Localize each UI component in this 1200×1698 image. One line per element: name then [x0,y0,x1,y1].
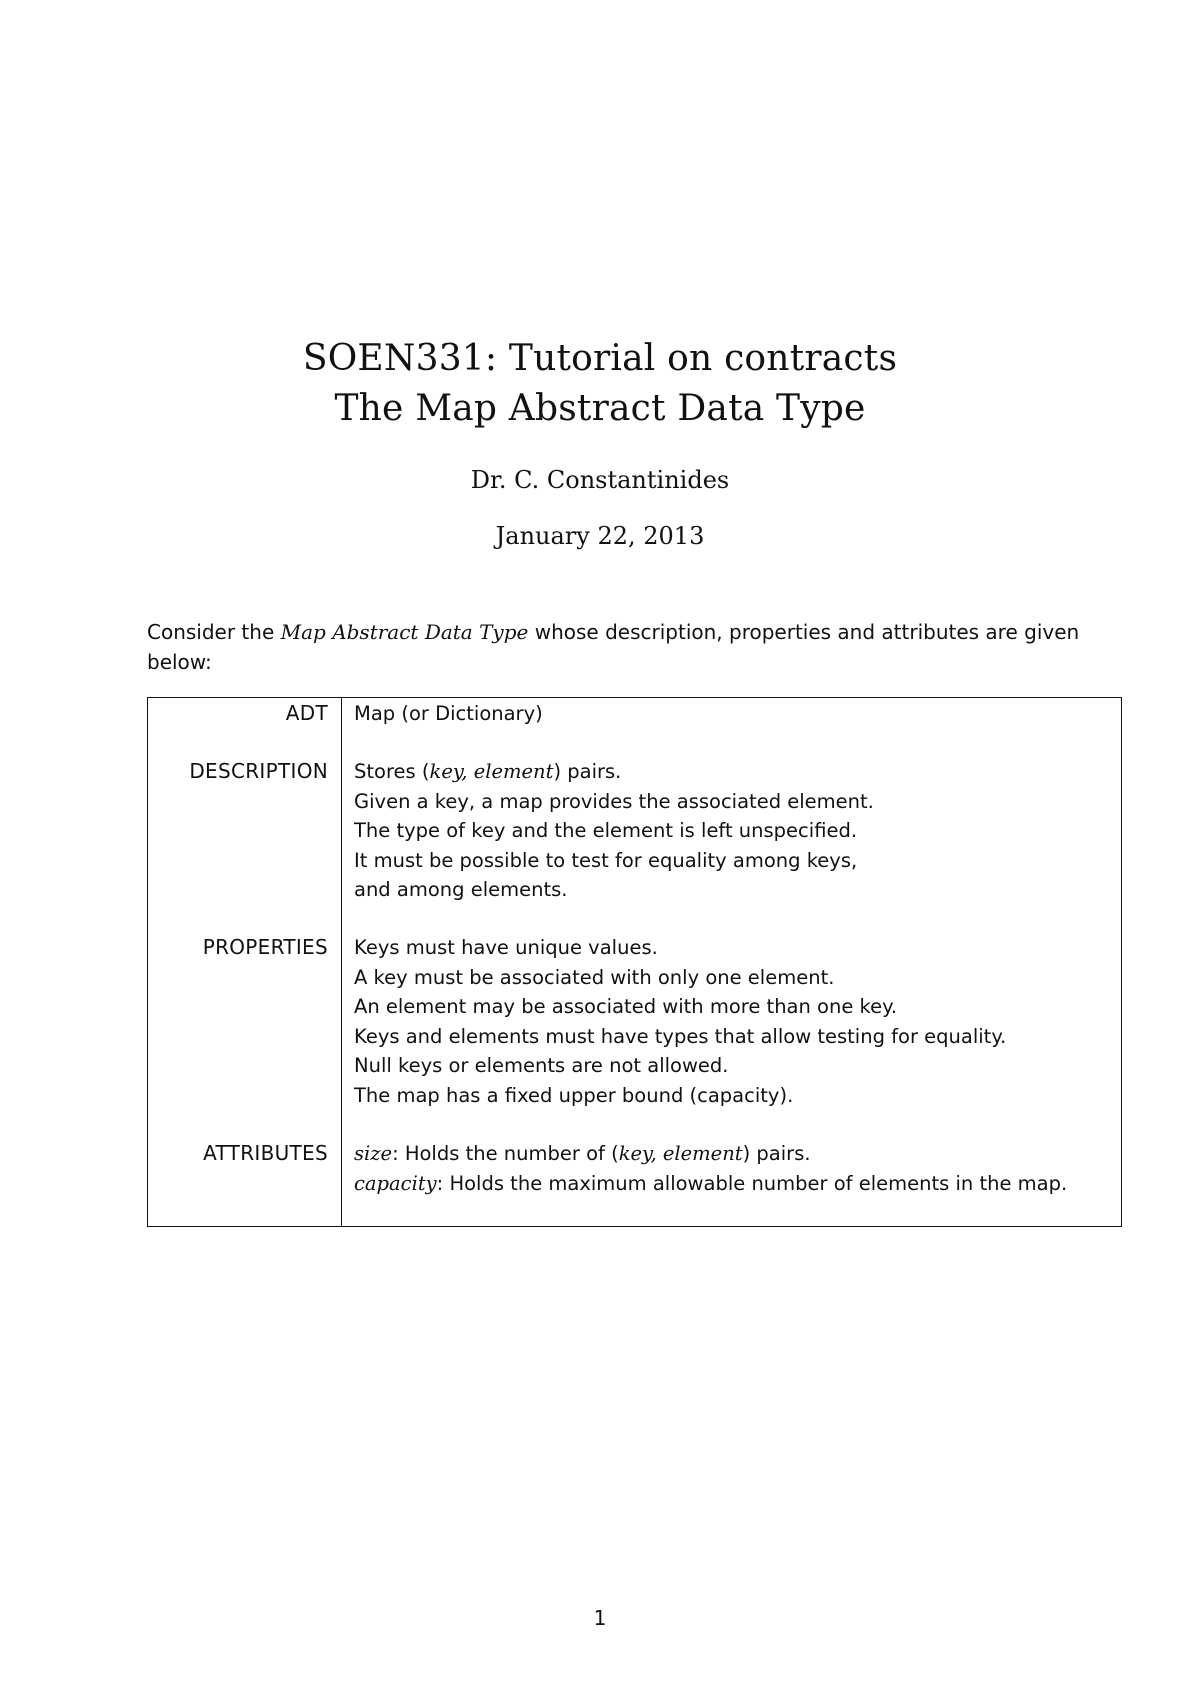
row-label-description: DESCRIPTION [189,759,328,783]
row-content-attributes [354,1139,1115,1198]
date: January 22, 2013 [495,522,705,550]
description-line-1-prefix: Stores ( [354,760,430,783]
title-line-2: The Map Abstract Data Type [334,388,866,429]
description-line-4: It must be possible to test for equality among keys, [354,848,858,872]
property-line: Keys and elements must have types that allow testing for equality. [354,1024,1007,1048]
intro-text-before: Consider the [147,620,281,644]
row-content-adt [354,699,1115,729]
row-label-adt: ADT [285,701,328,725]
table-column-divider [341,698,342,1226]
row-label-properties: PROPERTIES [202,935,328,959]
attribute-capacity-text: : Holds the maximum allowable number of elements in the map. [436,1171,1068,1195]
title-line-1: SOEN331: Tutorial on contracts [302,338,898,379]
description-line-1-italic: key, element [429,760,554,783]
attribute-size [354,1139,1115,1169]
attribute-size-text-italic: key, element [618,1142,743,1165]
property-line: An element may be associated with more than one key. [354,995,898,1018]
intro-paragraph [147,617,1107,677]
row-label-attributes: ATTRIBUTES [203,1141,328,1165]
description-line-1-suffix: ) pairs. [553,760,622,783]
attribute-size-text-prefix: : Holds the number of ( [392,1142,619,1165]
intro-emphasis: Map Abstract Data Type [280,620,529,644]
property-line: A key must be associated with only one element. [354,965,835,989]
description-line-2: Given a key, a map provides the associated element. [354,789,874,813]
row-content-description [354,757,1115,905]
property-line: Null keys or elements are not allowed. [354,1054,729,1077]
row-content-properties [354,933,1115,1110]
attribute-size-text-suffix: ) pairs. [742,1142,811,1165]
document-title [0,334,1200,434]
attribute-capacity-name: capacity [354,1171,437,1195]
description-line-1 [354,757,1115,787]
attribute-size-name: size [354,1142,393,1165]
author: Dr. C. Constantinides [470,466,730,494]
property-line: The map has a fixed upper bound (capacity). [354,1083,794,1107]
adt-table [147,697,1122,1227]
attribute-capacity [354,1169,1115,1199]
intro-text-after: whose description, properties and attributes are given below: [147,620,1080,674]
page-number: 1 [593,1606,607,1630]
description-line-5: and among elements. [354,878,568,901]
adt-value: Map (or Dictionary) [354,702,543,725]
property-line: Keys must have unique values. [354,936,658,959]
description-line-3: The type of key and the element is left unspecified. [354,819,858,842]
